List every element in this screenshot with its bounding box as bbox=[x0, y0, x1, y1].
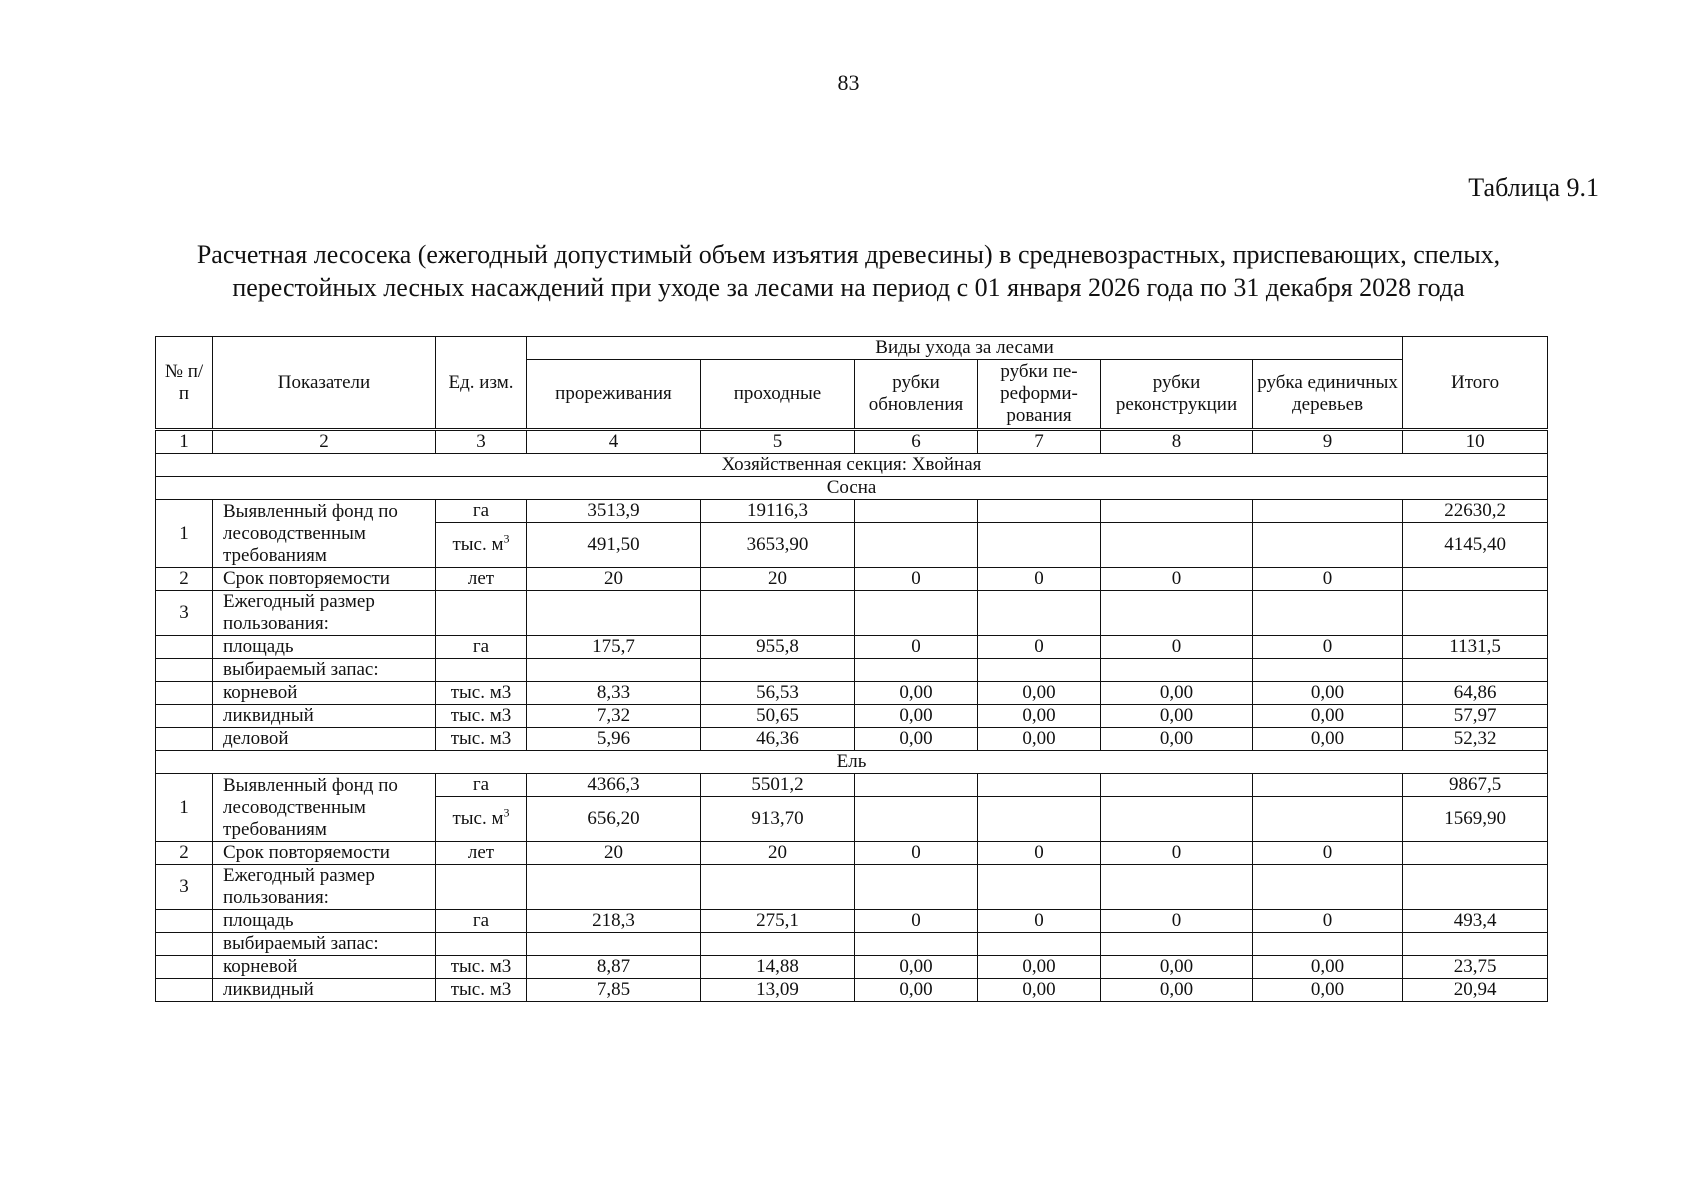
empty-cell bbox=[1403, 659, 1548, 682]
indicator-label: корневой bbox=[213, 956, 436, 979]
value-cell: 0,00 bbox=[978, 956, 1101, 979]
empty-cell bbox=[1253, 659, 1403, 682]
unit-cell: лет bbox=[436, 568, 527, 591]
value-cell bbox=[1253, 774, 1403, 797]
value-cell: 7,85 bbox=[527, 979, 701, 1002]
value-cell: 0 bbox=[855, 568, 978, 591]
annual-row bbox=[156, 591, 1548, 636]
value-cell: 0,00 bbox=[1101, 682, 1253, 705]
column-number: 9 bbox=[1253, 430, 1403, 454]
unit-cell: тыс. м3 bbox=[436, 728, 527, 751]
value-cell bbox=[855, 774, 978, 797]
value-cell: 5,96 bbox=[527, 728, 701, 751]
value-cell: 0 bbox=[1101, 636, 1253, 659]
indicator-label: Срок повторяемости bbox=[213, 842, 436, 865]
row-number: 1 bbox=[156, 500, 213, 568]
value-cell: 19116,3 bbox=[701, 500, 855, 523]
empty-cell bbox=[436, 591, 527, 636]
empty-cell bbox=[527, 591, 701, 636]
value-cell bbox=[978, 500, 1101, 523]
annual-row bbox=[156, 865, 1548, 910]
indicator-label: ликвидный bbox=[213, 705, 436, 728]
empty-cell bbox=[1101, 591, 1253, 636]
column-number: 4 bbox=[527, 430, 701, 454]
unit-cell: га bbox=[436, 774, 527, 797]
value-cell: 3653,90 bbox=[701, 523, 855, 568]
value-cell: 1131,5 bbox=[1403, 636, 1548, 659]
value-cell bbox=[978, 774, 1101, 797]
value-cell: 955,8 bbox=[701, 636, 855, 659]
header-thinning: прореживания bbox=[527, 360, 701, 430]
value-cell: 0 bbox=[855, 842, 978, 865]
empty-cell bbox=[156, 636, 213, 659]
header-renewal: рубки обновления bbox=[855, 360, 978, 430]
empty-cell bbox=[978, 659, 1101, 682]
value-cell: 0 bbox=[1101, 910, 1253, 933]
species-row bbox=[156, 477, 1548, 500]
value-cell: 0,00 bbox=[1253, 705, 1403, 728]
value-cell: 0,00 bbox=[978, 682, 1101, 705]
unit-cell: тыс. м3 bbox=[436, 956, 527, 979]
column-number: 8 bbox=[1101, 430, 1253, 454]
column-number: 6 bbox=[855, 430, 978, 454]
row-number: 3 bbox=[156, 865, 213, 910]
column-number: 5 bbox=[701, 430, 855, 454]
empty-cell bbox=[1253, 933, 1403, 956]
empty-cell bbox=[701, 933, 855, 956]
indicator-label: ликвидный bbox=[213, 979, 436, 1002]
stock-row bbox=[156, 705, 1548, 728]
empty-cell bbox=[1101, 865, 1253, 910]
value-cell: 4145,40 bbox=[1403, 523, 1548, 568]
indicator-label: выбираемый запас: bbox=[213, 659, 436, 682]
species-row bbox=[156, 751, 1548, 774]
header-indicator: Показатели bbox=[213, 337, 436, 430]
value-cell: 20 bbox=[527, 842, 701, 865]
indicator-label: корневой bbox=[213, 682, 436, 705]
value-cell: 3513,9 bbox=[527, 500, 701, 523]
unit-superscript: 3 bbox=[503, 531, 510, 546]
value-cell: 275,1 bbox=[701, 910, 855, 933]
fund-row bbox=[156, 500, 1548, 523]
column-number: 2 bbox=[213, 430, 436, 454]
value-cell: 913,70 bbox=[701, 797, 855, 842]
empty-cell bbox=[1253, 591, 1403, 636]
value-cell: 0,00 bbox=[978, 728, 1101, 751]
value-cell bbox=[1101, 774, 1253, 797]
value-cell: 0 bbox=[978, 910, 1101, 933]
document-title bbox=[100, 238, 1597, 304]
value-cell: 8,87 bbox=[527, 956, 701, 979]
empty-cell bbox=[701, 865, 855, 910]
value-cell: 0,00 bbox=[1101, 956, 1253, 979]
value-cell bbox=[1403, 842, 1548, 865]
value-cell bbox=[1101, 500, 1253, 523]
value-cell: 7,32 bbox=[527, 705, 701, 728]
period-row bbox=[156, 568, 1548, 591]
empty-cell bbox=[156, 956, 213, 979]
value-cell: 0 bbox=[978, 842, 1101, 865]
stock-label-row bbox=[156, 933, 1548, 956]
area-row bbox=[156, 636, 1548, 659]
indicator-label: Выявленный фонд по лесоводственным требованиям bbox=[213, 774, 436, 842]
felling-table bbox=[155, 336, 1548, 1002]
row-number: 2 bbox=[156, 568, 213, 591]
unit-text: тыс. м bbox=[452, 534, 504, 555]
value-cell: 0,00 bbox=[1253, 956, 1403, 979]
header-passing: проходные bbox=[701, 360, 855, 430]
unit-cell: га bbox=[436, 636, 527, 659]
value-cell: 175,7 bbox=[527, 636, 701, 659]
empty-cell bbox=[156, 728, 213, 751]
empty-cell bbox=[527, 933, 701, 956]
value-cell: 0 bbox=[1253, 842, 1403, 865]
value-cell: 0 bbox=[855, 636, 978, 659]
empty-cell bbox=[527, 865, 701, 910]
value-cell: 0,00 bbox=[855, 682, 978, 705]
value-cell: 56,53 bbox=[701, 682, 855, 705]
value-cell: 20 bbox=[701, 568, 855, 591]
value-cell: 8,33 bbox=[527, 682, 701, 705]
header-unit: Ед. изм. bbox=[436, 337, 527, 430]
value-cell bbox=[855, 797, 978, 842]
stock-row bbox=[156, 682, 1548, 705]
value-cell: 0,00 bbox=[1101, 728, 1253, 751]
empty-cell bbox=[701, 591, 855, 636]
species-name: Ель bbox=[156, 751, 1548, 774]
empty-cell bbox=[436, 933, 527, 956]
empty-cell bbox=[156, 705, 213, 728]
species-name: Сосна bbox=[156, 477, 1548, 500]
value-cell: 0 bbox=[978, 568, 1101, 591]
value-cell bbox=[855, 523, 978, 568]
empty-cell bbox=[527, 659, 701, 682]
unit-cell: лет bbox=[436, 842, 527, 865]
empty-cell bbox=[1403, 933, 1548, 956]
header-single-trees: рубка единичных деревьев bbox=[1253, 360, 1403, 430]
indicator-label: Ежегодный размер пользования: bbox=[213, 865, 436, 910]
value-cell: 23,75 bbox=[1403, 956, 1548, 979]
indicator-label: Выявленный фонд по лесоводственным требованиям bbox=[213, 500, 436, 568]
value-cell: 0 bbox=[1253, 636, 1403, 659]
column-number: 1 bbox=[156, 430, 213, 454]
value-cell: 656,20 bbox=[527, 797, 701, 842]
empty-cell bbox=[1403, 865, 1548, 910]
value-cell: 0 bbox=[1101, 842, 1253, 865]
empty-cell bbox=[1101, 933, 1253, 956]
stock-row bbox=[156, 728, 1548, 751]
value-cell: 4366,3 bbox=[527, 774, 701, 797]
empty-cell bbox=[855, 865, 978, 910]
value-cell: 0,00 bbox=[855, 705, 978, 728]
value-cell bbox=[1253, 797, 1403, 842]
value-cell bbox=[1101, 523, 1253, 568]
section-row bbox=[156, 454, 1548, 477]
unit-superscript: 3 bbox=[503, 805, 510, 820]
indicator-label: Ежегодный размер пользования: bbox=[213, 591, 436, 636]
value-cell: 57,97 bbox=[1403, 705, 1548, 728]
value-cell bbox=[1253, 500, 1403, 523]
row-number: 1 bbox=[156, 774, 213, 842]
empty-cell bbox=[436, 659, 527, 682]
unit-cell: га bbox=[436, 500, 527, 523]
value-cell bbox=[855, 500, 978, 523]
value-cell: 20,94 bbox=[1403, 979, 1548, 1002]
value-cell bbox=[1253, 523, 1403, 568]
value-cell: 64,86 bbox=[1403, 682, 1548, 705]
header-reformation: рубки пе-реформи-рования bbox=[978, 360, 1101, 430]
unit-text: тыс. м bbox=[452, 808, 504, 829]
fund-row bbox=[156, 774, 1548, 797]
value-cell: 0,00 bbox=[855, 728, 978, 751]
value-cell: 50,65 bbox=[701, 705, 855, 728]
stock-label-row bbox=[156, 659, 1548, 682]
column-number: 7 bbox=[978, 430, 1101, 454]
value-cell bbox=[1101, 797, 1253, 842]
value-cell: 46,36 bbox=[701, 728, 855, 751]
value-cell: 0,00 bbox=[978, 979, 1101, 1002]
indicator-label: площадь bbox=[213, 636, 436, 659]
value-cell: 0,00 bbox=[978, 705, 1101, 728]
value-cell: 52,32 bbox=[1403, 728, 1548, 751]
empty-cell bbox=[978, 591, 1101, 636]
value-cell: 0 bbox=[1253, 910, 1403, 933]
value-cell bbox=[1403, 568, 1548, 591]
table-label: Таблица 9.1 bbox=[1468, 173, 1599, 202]
empty-cell bbox=[855, 933, 978, 956]
value-cell: 0 bbox=[1253, 568, 1403, 591]
empty-cell bbox=[156, 979, 213, 1002]
period-row bbox=[156, 842, 1548, 865]
title-line-1: Расчетная лесосека (ежегодный допустимый объем изъятия древесины) в средневозрастных, приспевающих, спелых, bbox=[196, 240, 1501, 269]
stock-row bbox=[156, 956, 1548, 979]
value-cell: 0,00 bbox=[855, 979, 978, 1002]
value-cell: 0,00 bbox=[1253, 979, 1403, 1002]
value-cell: 1569,90 bbox=[1403, 797, 1548, 842]
header-reconstruction: рубки реконструкции bbox=[1101, 360, 1253, 430]
unit-cell: тыс. м3 bbox=[436, 979, 527, 1002]
value-cell: 5501,2 bbox=[701, 774, 855, 797]
empty-cell bbox=[855, 659, 978, 682]
value-cell: 0,00 bbox=[855, 956, 978, 979]
value-cell bbox=[978, 797, 1101, 842]
unit-cell: тыс. м3 bbox=[436, 705, 527, 728]
header-group: Виды ухода за лесами bbox=[527, 337, 1403, 360]
indicator-label: Срок повторяемости bbox=[213, 568, 436, 591]
indicator-label: площадь bbox=[213, 910, 436, 933]
empty-cell bbox=[1253, 865, 1403, 910]
unit-cell: га bbox=[436, 910, 527, 933]
unit-cell bbox=[436, 797, 527, 842]
empty-cell bbox=[1101, 659, 1253, 682]
page-number: 83 bbox=[837, 70, 860, 95]
value-cell: 0,00 bbox=[1253, 728, 1403, 751]
header-num: № п/п bbox=[156, 337, 213, 430]
value-cell: 20 bbox=[701, 842, 855, 865]
value-cell: 0,00 bbox=[1253, 682, 1403, 705]
value-cell: 22630,2 bbox=[1403, 500, 1548, 523]
empty-cell bbox=[855, 591, 978, 636]
stock-row bbox=[156, 979, 1548, 1002]
value-cell: 13,09 bbox=[701, 979, 855, 1002]
value-cell: 493,4 bbox=[1403, 910, 1548, 933]
unit-cell bbox=[436, 523, 527, 568]
empty-cell bbox=[1403, 591, 1548, 636]
header-total: Итого bbox=[1403, 337, 1548, 430]
column-number: 10 bbox=[1403, 430, 1548, 454]
empty-cell bbox=[156, 659, 213, 682]
value-cell bbox=[978, 523, 1101, 568]
value-cell: 9867,5 bbox=[1403, 774, 1548, 797]
indicator-label: выбираемый запас: bbox=[213, 933, 436, 956]
value-cell: 0,00 bbox=[1101, 979, 1253, 1002]
empty-cell bbox=[156, 933, 213, 956]
column-number-row bbox=[156, 430, 1548, 454]
value-cell: 0 bbox=[978, 636, 1101, 659]
value-cell: 20 bbox=[527, 568, 701, 591]
value-cell: 0 bbox=[855, 910, 978, 933]
empty-cell bbox=[701, 659, 855, 682]
empty-cell bbox=[156, 910, 213, 933]
empty-cell bbox=[156, 682, 213, 705]
value-cell: 218,3 bbox=[527, 910, 701, 933]
indicator-label: деловой bbox=[213, 728, 436, 751]
value-cell: 491,50 bbox=[527, 523, 701, 568]
column-number: 3 bbox=[436, 430, 527, 454]
section-label: Хозяйственная секция: Хвойная bbox=[156, 454, 1548, 477]
value-cell: 0 bbox=[1101, 568, 1253, 591]
area-row bbox=[156, 910, 1548, 933]
empty-cell bbox=[436, 865, 527, 910]
row-number: 3 bbox=[156, 591, 213, 636]
unit-cell: тыс. м3 bbox=[436, 682, 527, 705]
row-number: 2 bbox=[156, 842, 213, 865]
title-line-2: перестойных лесных насаждений при уходе за лесами на период с 01 января 2026 года по 31 декабря 2028 года bbox=[232, 273, 1465, 302]
value-cell: 14,88 bbox=[701, 956, 855, 979]
empty-cell bbox=[978, 933, 1101, 956]
value-cell: 0,00 bbox=[1101, 705, 1253, 728]
empty-cell bbox=[978, 865, 1101, 910]
